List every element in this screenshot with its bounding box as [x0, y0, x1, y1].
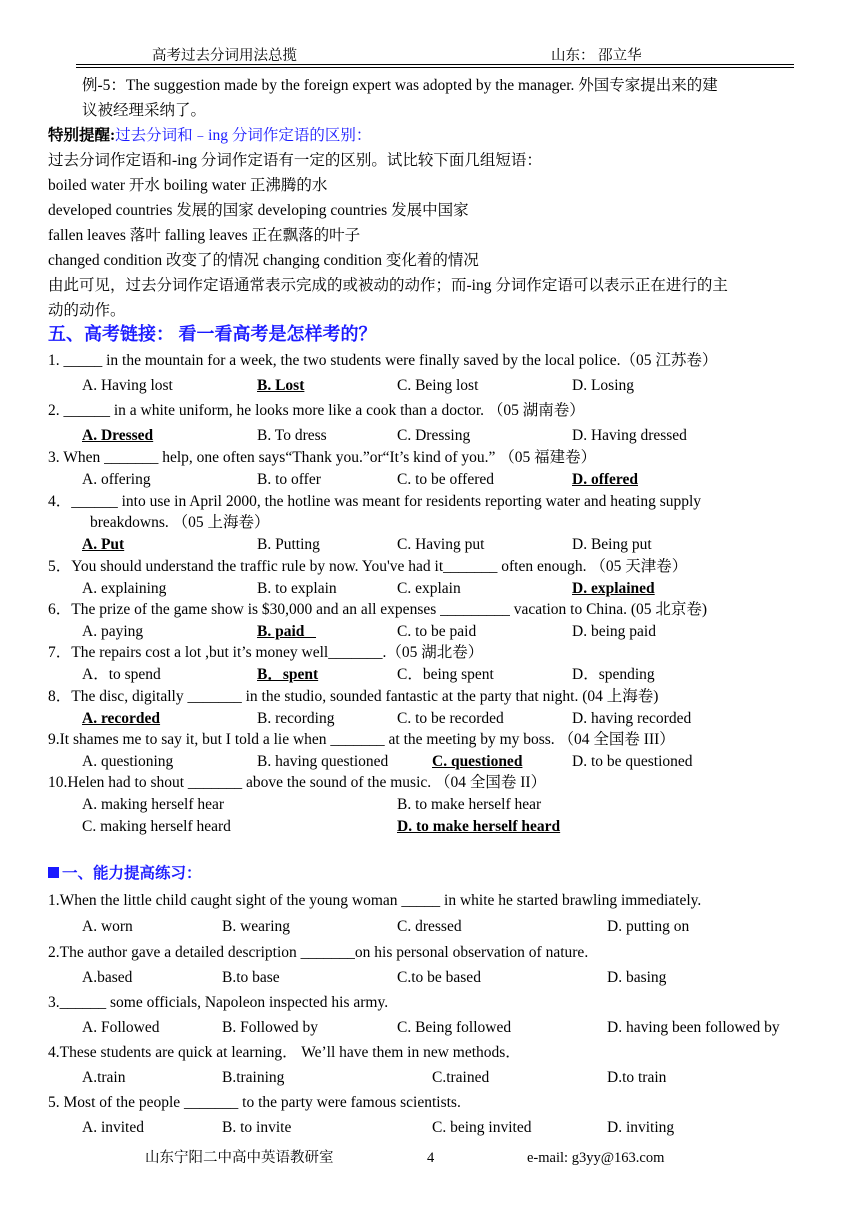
q3-option-a: A. offering [82, 471, 151, 488]
conclusion-line2: 动的动作。 [48, 302, 126, 319]
q7-option-d: D．spending [572, 666, 655, 683]
q10-option-b: B. to make herself hear [397, 796, 542, 813]
p4-stem: 4.These students are quick at learning． We’ll have them in new methods． [48, 1044, 521, 1061]
p2-option-c: C.to be based [397, 969, 481, 986]
pair-1: boiled water 开水 boiling water 正沸腾的水 [48, 177, 328, 194]
p5-option-d: D. inviting [607, 1119, 675, 1136]
q1-option-c: C. Being lost [397, 377, 479, 394]
p2-option-b: B.to base [222, 969, 280, 986]
pair-3: fallen leaves 落叶 falling leaves 正在飘落的叶子 [48, 227, 361, 244]
q2-option-a: A. Dressed [82, 427, 154, 444]
q4-option-d: D. Being put [572, 536, 652, 553]
q6-option-a: A. paying [82, 623, 144, 640]
pair-4: changed condition 改变了的情况 changing condition 变化着的情况 [48, 252, 479, 269]
q7-option-a: A．to spend [82, 666, 161, 683]
p4-option-d: D.to train [607, 1069, 667, 1086]
q5-stem: 5．You should understand the traffic rule by now. You've had it_______ often enough. （05 天津卷） [48, 558, 688, 575]
p1-option-c: C. dressed [397, 918, 462, 935]
header-author: 山东： 邵立华 [551, 48, 642, 64]
q4-stem-line1: 4．______ into use in April 2000, the hotline was meant for residents reporting water and heating supply [48, 493, 702, 510]
q2-option-d: D. Having dressed [572, 427, 687, 444]
q9-option-c: C. questioned [432, 753, 523, 770]
q3-option-c: C. to be offered [397, 471, 494, 488]
conclusion-line1: 由此可见，过去分词作定语通常表示完成的或被动的动作；而-ing 分词作定语可以表示正在进行的主 [48, 277, 728, 294]
q5-option-b: B. to explain [257, 580, 337, 597]
footer-page-number: 4 [427, 1150, 435, 1166]
q9-option-b: B. having questioned [257, 753, 389, 770]
q2-stem: 2. ______ in a white uniform, he looks more like a cook than a doctor. （05 湖南卷） [48, 402, 585, 419]
header-rule [76, 64, 794, 65]
q4-option-a: A. Put [82, 536, 125, 553]
p3-option-d: D. having been followed by [607, 1019, 780, 1036]
q6-option-c: C. to be paid [397, 623, 477, 640]
q7-option-b: B．spent [257, 666, 319, 683]
q1-option-b: B. Lost [257, 377, 305, 394]
q7-option-c: C．being spent [397, 666, 494, 683]
q10-option-d: D. to make herself heard [397, 818, 561, 835]
q8-option-d: D. having recorded [572, 710, 692, 727]
q5-option-d: D. explained [572, 580, 655, 597]
q5-option-c: C. explain [397, 580, 461, 597]
pair-2: developed countries 发展的国家 developing countries 发展中国家 [48, 202, 469, 219]
square-bullet-icon [48, 867, 59, 878]
p4-option-a: A.train [82, 1069, 126, 1086]
q8-option-b: B. recording [257, 710, 335, 727]
p4-option-b: B.training [222, 1069, 285, 1086]
p5-option-b: B. to invite [222, 1119, 292, 1136]
p2-stem: 2.The author gave a detailed description _______on his personal observation of nature. [48, 944, 589, 961]
tip-text: 过去分词和﹣ing 分词作定语的区别： [115, 127, 372, 144]
section-5-heading: 五、高考链接： 看一看高考是怎样考的？ [48, 324, 377, 344]
q9-stem: 9.It shames me to say it, but I told a lie when _______ at the meeting by my boss. （04 全国卷 III） [48, 731, 675, 748]
q6-option-b: B. paid [257, 623, 317, 640]
q8-option-a: A. recorded [82, 710, 161, 727]
footer-school: 山东宁阳二中高中英语教研室 [145, 1150, 334, 1166]
footer-email: e-mail: g3yy@163.com [527, 1150, 665, 1166]
q6-stem: 6．The prize of the game show is $30,000 and an all expenses _________ vacation to China. (05 北京卷) [48, 601, 708, 618]
example-5-line1: 例-5：The suggestion made by the foreign expert was adopted by the manager. 外国专家提出来的建 [82, 77, 718, 94]
q10-option-a: A. making herself hear [82, 796, 225, 813]
q3-option-d: D. offered [572, 471, 638, 488]
q10-stem: 10.Helen had to shout _______ above the sound of the music. （04 全国卷 II） [48, 774, 547, 791]
header-rule-double [76, 67, 794, 68]
p3-option-a: A. Followed [82, 1019, 160, 1036]
tip-label: 特别提醒: [48, 127, 116, 144]
q6-option-d: D. being paid [572, 623, 656, 640]
example-5-line2: 议被经理采纳了。 [82, 102, 207, 119]
q8-option-c: C. to be recorded [397, 710, 504, 727]
p2-option-d: D. basing [607, 969, 667, 986]
q7-stem: 7．The repairs cost a lot ,but it’s money well_______.（05 湖北卷） [48, 644, 484, 661]
q4-option-c: C. Having put [397, 536, 485, 553]
q10-option-c: C. making herself heard [82, 818, 231, 835]
q2-option-b: B. To dress [257, 427, 327, 444]
p4-option-c: C.trained [432, 1069, 490, 1086]
q9-option-d: D. to be questioned [572, 753, 693, 770]
q4-stem-line2: breakdowns. （05 上海卷） [90, 514, 270, 531]
p1-stem: 1.When the little child caught sight of the young woman _____ in white he started brawling immediately. [48, 892, 702, 909]
q1-option-d: D. Losing [572, 377, 634, 394]
practice-heading-text: 一、能力提高练习： [62, 865, 202, 882]
q3-option-b: B. to offer [257, 471, 321, 488]
q1-option-a: A. Having lost [82, 377, 173, 394]
p5-stem: 5. Most of the people _______ to the party were famous scientists. [48, 1094, 461, 1111]
p3-option-b: B. Followed by [222, 1019, 319, 1036]
q2-option-c: C. Dressing [397, 427, 471, 444]
p1-option-b: B. wearing [222, 918, 291, 935]
q9-option-a: A. questioning [82, 753, 174, 770]
q1-stem: 1. _____ in the mountain for a week, the two students were finally saved by the local police.（05 江苏卷） [48, 352, 718, 369]
q8-stem: 8．The disc, digitally _______ in the studio, sounded fantastic at the party that night. (04 上海卷) [48, 688, 659, 705]
q4-option-b: B. Putting [257, 536, 320, 553]
p2-option-a: A.based [82, 969, 133, 986]
q5-option-a: A. explaining [82, 580, 167, 597]
p3-stem: 3.______ some officials, Napoleon inspected his army. [48, 994, 389, 1011]
q3-stem: 3. When _______ help, one often says“Thank you.”or“It’s kind of you.” （05 福建卷） [48, 449, 597, 466]
p1-option-d: D. putting on [607, 918, 690, 935]
p1-option-a: A. worn [82, 918, 133, 935]
p5-option-c: C. being invited [432, 1119, 532, 1136]
practice-heading [48, 864, 202, 884]
compare-intro: 过去分词作定语和-ing 分词作定语有一定的区别。试比较下面几组短语： [48, 152, 542, 169]
header-title: 高考过去分词用法总揽 [152, 48, 297, 64]
p3-option-c: C. Being followed [397, 1019, 512, 1036]
tip-line [48, 126, 371, 146]
p5-option-a: A. invited [82, 1119, 144, 1136]
